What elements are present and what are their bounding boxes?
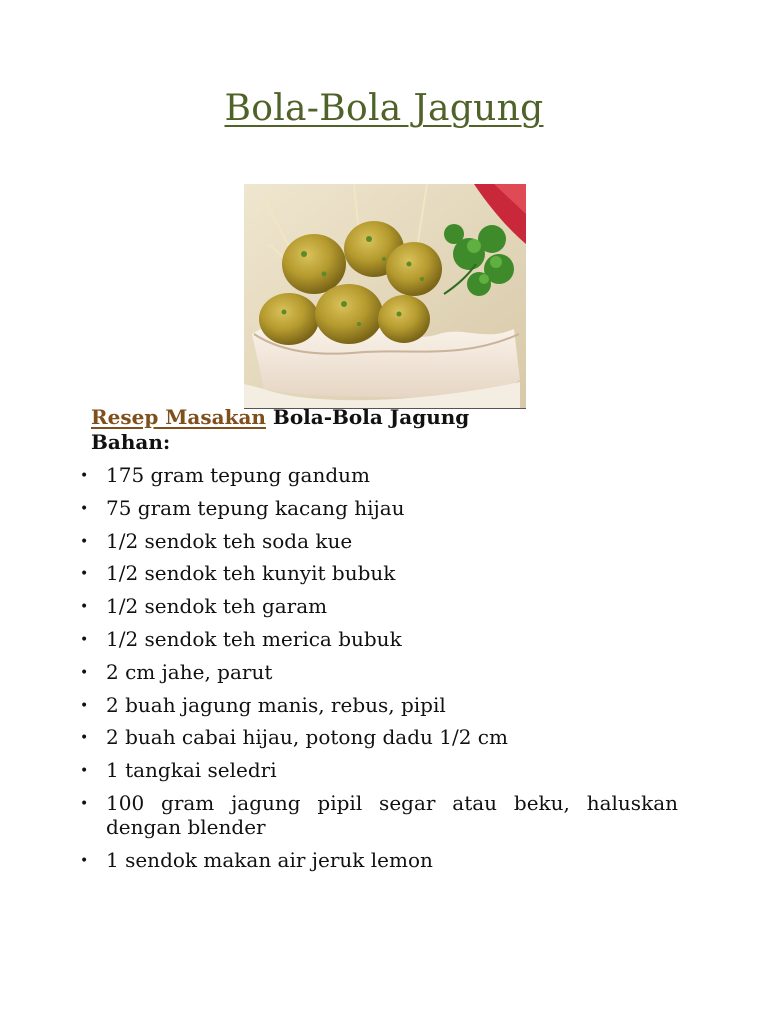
bullet-icon: •: [80, 697, 89, 714]
ingredient-list: [80, 463, 678, 881]
ingredient-text: 1/2 sendok teh garam: [106, 594, 328, 619]
page-title: [0, 88, 768, 129]
bullet-icon: •: [80, 468, 89, 484]
ingredient-text: 100 gram jagung pipil segar atau beku, haluskan dengan blender: [106, 790, 678, 839]
recipe-name: Bola-Bola Jagung: [265, 405, 470, 429]
ingredient-text: 2 buah jagung manis, rebus, pipil: [106, 692, 446, 717]
list-item: [80, 848, 678, 872]
list-item: [80, 791, 678, 839]
recipe-line: [91, 405, 469, 429]
bullet-icon: •: [80, 599, 89, 616]
list-item: [80, 561, 678, 585]
list-item: [80, 693, 678, 717]
bullet-icon: •: [80, 795, 89, 812]
bullet-icon: •: [80, 730, 89, 747]
list-item: [80, 594, 678, 618]
bullet-icon: •: [80, 500, 89, 517]
ingredient-text: 2 cm jahe, parut: [106, 659, 273, 684]
ingredient-text: 1 tangkai seledri: [106, 758, 277, 783]
ingredients-heading: Bahan:: [91, 430, 171, 454]
ingredient-text: 1 sendok makan air jeruk lemon: [106, 847, 433, 872]
recipe-link[interactable]: Resep Masakan: [91, 405, 266, 429]
ingredient-text: 75 gram tepung kacang hijau: [106, 495, 405, 520]
bullet-icon: •: [80, 763, 89, 780]
ingredient-text: 2 buah cabai hijau, potong dadu 1/2 cm: [106, 725, 508, 750]
corn-balls-photo: [244, 184, 526, 408]
ingredient-text: 175 gram tepung gandum: [106, 463, 370, 487]
bullet-icon: •: [80, 566, 89, 583]
ingredient-text: 1/2 sendok teh soda kue: [106, 528, 353, 553]
list-item: [80, 463, 678, 487]
list-item: [80, 660, 678, 684]
list-item: [80, 758, 678, 782]
list-item: [80, 627, 678, 651]
bullet-icon: •: [80, 664, 89, 681]
list-item: [80, 496, 678, 520]
bullet-icon: •: [80, 533, 89, 550]
ingredient-text: 1/2 sendok teh merica bubuk: [106, 626, 402, 651]
bullet-icon: •: [80, 852, 89, 869]
recipe-photo: [244, 184, 526, 409]
page-title-text: Bola-Bola Jagung: [224, 88, 544, 129]
bullet-icon: •: [80, 631, 89, 648]
list-item: [80, 725, 678, 749]
ingredient-text: 1/2 sendok teh kunyit bubuk: [106, 561, 396, 586]
list-item: [80, 529, 678, 553]
